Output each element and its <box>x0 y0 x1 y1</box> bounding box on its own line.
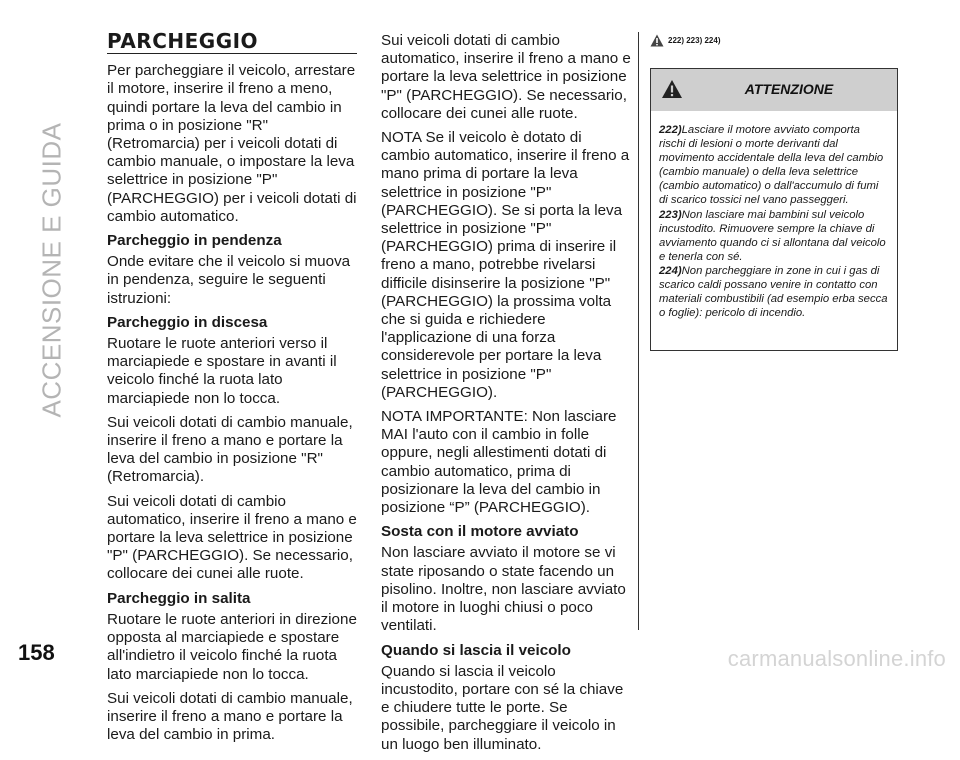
paragraph-automatic: Sui veicoli dotati di cambio automatico, inserire il freno a mano e portare la leva selettrice in posizione "P" (PARCHEGGIO). Se necessario, collocare dei cunei alle ruote. <box>381 32 631 122</box>
column-left <box>107 29 357 750</box>
warning-number: 224) <box>659 264 682 277</box>
warning-item <box>659 208 889 264</box>
paragraph-nota: NOTA Se il veicolo è dotato di cambio automatico, inserire il freno a mano prima di portare la leva selettrice in posizione "P" (PARCHEGGIO). Se si porta la leva selettrice in posizione "P" (PARCHEGGIO) prima di inserire il freno a mano, potrebbe rivelarsi difficile disinserire la posizione "P" (PARCHEGGIO) la prossima volta che si guida e richiedere l'applicazione di una forza considerevole per portare la leva selettrice in posizione "P" (PARCHEGGIO). <box>381 129 630 401</box>
column-right <box>650 32 900 48</box>
warning-refs-text: 222) 223) 224) <box>668 35 721 45</box>
paragraph-salita-2: Sui veicoli dotati di cambio manuale, inserire il freno a mano e portare la leva del cambio in prima. <box>107 689 353 744</box>
paragraph-lascia: Quando si lascia il veicolo incustodito, portare con sé la chiave e chiudere tutte le porte. Se possibile, parcheggiare il veicolo in un luogo ben illuminato. <box>381 662 624 753</box>
warning-box <box>650 68 898 351</box>
warning-references <box>650 32 900 48</box>
warning-text: Non parcheggiare in zone in cui i gas di scarico caldi possano venire in contatto con materiali combustibili (ad esempio erba secca o foglie): pericolo di incendio. <box>659 264 888 320</box>
warning-title: ATTENZIONE <box>744 81 834 97</box>
heading-sosta: Sosta con il motore avviato <box>381 523 579 541</box>
page-number: 158 <box>18 640 55 665</box>
heading-salita: Parcheggio in salita <box>107 589 251 607</box>
paragraph-intro: Per parcheggiare il veicolo, arrestare il motore, inserire il freno a meno, quindi portare la leva del cambio in prima o in posizione "R" (Retromarcia) per i veicoli dotati di cambio manuale, o impostare la leva selettrice in posizione "P" (PARCHEGGIO) per i veicoli dotati di cambio automatico. <box>107 62 357 225</box>
paragraph-discesa-1: Ruotare le ruote anteriori verso il marciapiede e spostare in avanti il veicolo finché la ruota lato marciapiede non lo tocca. <box>107 335 337 407</box>
warning-text: Non lasciare mai bambini sul veicolo incustodito. Rimuovere sempre la chiave di avviamento quando ci si allontana dal veicolo e tenerla con sé. <box>659 208 886 263</box>
watermark: carmanualsonline.info <box>727 646 946 671</box>
warning-text: Lasciare il motore avviato comporta rischi di lesioni o morte derivanti dal movimento accidentale della leva del cambio (cambio manuale) o della leva selettrice (cambio automatico) o dall'accumulo di fumi di scarico tossici nel vano passeggeri. <box>659 124 884 207</box>
warning-item <box>659 123 889 208</box>
heading-pendenza: Parcheggio in pendenza <box>107 232 282 250</box>
paragraph-discesa-3: Sui veicoli dotati di cambio automatico, inserire il freno a mano e portare la leva selettrice in posizione "P" (PARCHEGGIO). Se necessario, collocare dei cunei alle ruote. <box>107 492 357 583</box>
chapter-side-title: ACCENSIONE E GUIDA <box>36 122 67 418</box>
warning-item <box>659 264 889 320</box>
warning-header <box>651 69 897 111</box>
warning-number: 223) <box>659 208 682 221</box>
heading-discesa: Parcheggio in discesa <box>107 313 268 331</box>
paragraph-pendenza: Onde evitare che il veicolo si muova in pendenza, seguire le seguenti istruzioni: <box>107 253 351 307</box>
column-middle <box>381 32 633 760</box>
section-title: PARCHEGGIO <box>107 32 357 54</box>
warning-number: 222) <box>659 124 682 136</box>
paragraph-discesa-2: Sui veicoli dotati di cambio manuale, inserire il freno a mano e portare la leva del cambio in posizione "R" (Retromarcia). <box>107 413 353 486</box>
paragraph-salita-1: Ruotare le ruote anteriori in direzione opposta al marciapiede e spostare all'indietro il veicolo finché la ruota lato marciapiede non lo tocca. <box>107 610 357 683</box>
paragraph-sosta: Non lasciare avviato il motore se vi state riposando o state facendo un pisolino. Inoltre, non lasciare avviato il motore in luoghi chiusi o poco ventilati. <box>381 544 626 635</box>
paragraph-nota-importante: NOTA IMPORTANTE: Non lasciare MAI l'auto con il cambio in folle oppure, negli allestimenti dotati di cambio automatico, prima di posizionare la leva del cambio in posizione “P” (PARCHEGGIO). <box>381 408 617 517</box>
heading-lascia: Quando si lascia il veicolo <box>381 641 571 659</box>
warning-triangle-icon <box>650 34 664 47</box>
warning-body <box>651 111 897 320</box>
column-divider <box>638 32 639 630</box>
